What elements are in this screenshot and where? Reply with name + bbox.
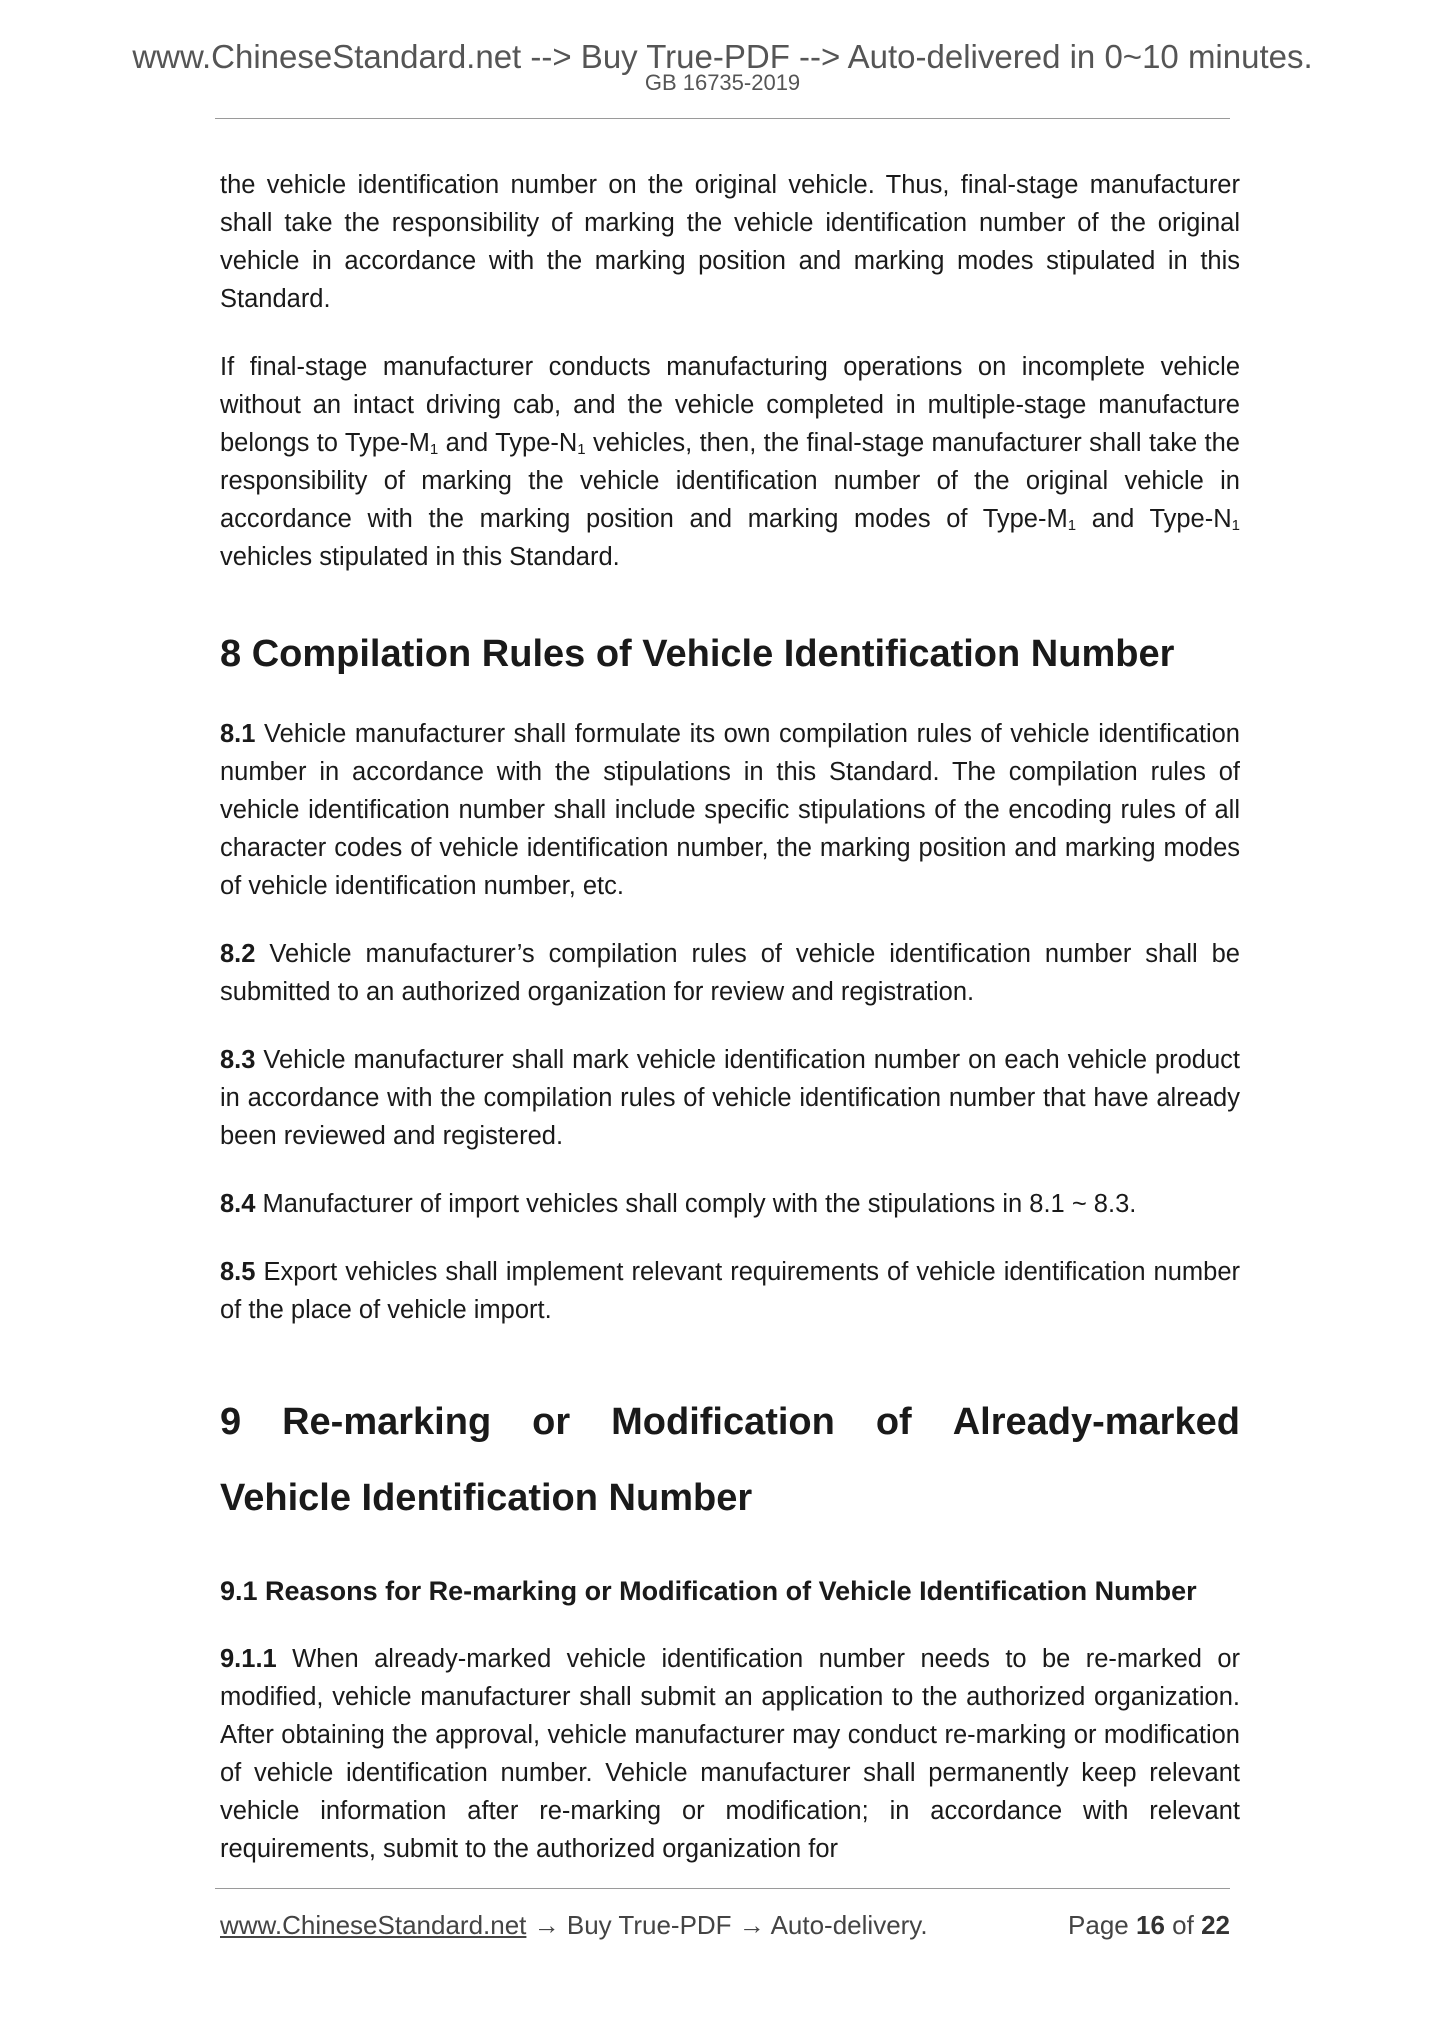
footer-divider: [215, 1888, 1230, 1889]
clause-8-2: 8.2 Vehicle manufacturer’s compilation rules of vehicle identification number shall be submitted to an authorized organization for review and registration.: [220, 940, 1240, 1006]
site-banner: www.ChineseStandard.net --> Buy True-PDF --> Auto-delivered in 0~10 minutes.: [132, 38, 1313, 75]
page-body: [220, 166, 1240, 1868]
paragraph: the vehicle identification number on the original vehicle. Thus, final-stage manufacturer shall take the responsibility of marking the vehicle identification number of the original vehicle in accordance with the marking position and marking modes stipulated in this Standard.: [220, 171, 1240, 313]
clause-8-4: 8.4 Manufacturer of import vehicles shall comply with the stipulations in 8.1 ~ 8.3.: [220, 1190, 1137, 1218]
header-divider: [215, 118, 1230, 119]
clause-8-1: 8.1 Vehicle manufacturer shall formulate its own compilation rules of vehicle identification number in accordance with the stipulations in this Standard. The compilation rules of vehicle identification number shall include specific stipulations of the encoding rules of all character codes of vehicle identification number, the marking position and marking modes of vehicle identification number, etc.: [220, 720, 1240, 900]
section-9-heading: 9 Re-marking or Modification of Already-marked Vehicle Identification Number: [220, 1401, 1240, 1519]
page-footer: [220, 1910, 1230, 1941]
subsection-9-1-heading: 9.1 Reasons for Re-marking or Modification of Vehicle Identification Number: [220, 1576, 1197, 1606]
paragraph: If final-stage manufacturer conducts manufacturing operations on incomplete vehicle without an intact driving cab, and the vehicle completed in multiple-stage manufacture belongs to Type-$M_1$ and Type-$N_1$ vehicles, then, the final-stage manufacturer shall take the responsibility of marking the vehicle identification number of the original vehicle in accordance with the marking position and marking modes of Type-$M_1$ and Type-$N_1$ vehicles stipulated in this Standard.: [220, 353, 1240, 571]
standard-number: GB 16735-2019: [644, 70, 801, 95]
section-8-heading: 8 Compilation Rules of Vehicle Identification Number: [220, 633, 1175, 675]
page-indicator: Page 16 of 22: [1068, 1910, 1230, 1940]
clause-9-1-1: 9.1.1 When already-marked vehicle identification number needs to be re-marked or modified, vehicle manufacturer shall submit an application to the authorized organization. After obtaining the approval, vehicle manufacturer may conduct re-marking or modification of vehicle identification number. Vehicle manufacturer shall permanently keep relevant vehicle information after re-marking or modification; in accordance with relevant requirements, submit to the authorized organization for: [220, 1645, 1240, 1863]
clause-8-5: 8.5 Export vehicles shall implement relevant requirements of vehicle identification number of the place of vehicle import.: [220, 1258, 1240, 1324]
clause-8-3: 8.3 Vehicle manufacturer shall mark vehicle identification number on each vehicle product in accordance with the compilation rules of vehicle identification number that have already been reviewed and registered.: [220, 1046, 1240, 1150]
footer-text: → Buy True-PDF → Auto-delivery.: [526, 1910, 928, 1940]
footer-site-link[interactable]: www.ChineseStandard.net: [220, 1910, 527, 1940]
